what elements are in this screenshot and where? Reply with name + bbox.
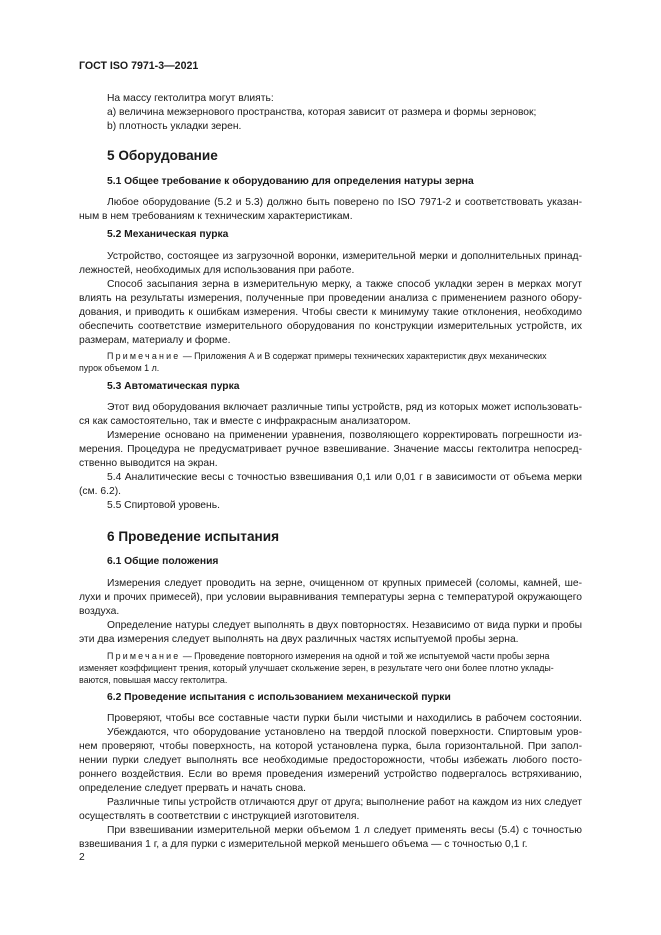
para-5-2-line: Устройство, состоящее из загрузочной воронки, измерительной мерки и дополнительных принад- — [107, 251, 582, 262]
note-text: — Проведение повторного измерения на одной и той же испытуемой части пробы зерна — [180, 651, 550, 661]
item-5-5: 5.5 Спиртовой уровень. — [107, 500, 220, 511]
para-5-3-line: Этот вид оборудования включает различные типы устройств, ряд из которых может использовать- — [107, 402, 582, 413]
document-header: ГОСТ ISO 7971-3—2021 — [79, 60, 199, 72]
subsection-5-1-heading: 5.1 Общее требование к оборудованию для определения натуры зерна — [107, 176, 474, 187]
para-6-2-line: взвешивания 1 г, а для пурки с измерительной меркой меньшего объема — с точностью 0,1 г. — [79, 839, 528, 850]
note-6-1-line: изменяет коэффициент трения, который улучшает скольжение зерен, в результате чего они более плотно уклады- — [79, 663, 554, 673]
item-5-4: 5.4 Аналитические весы с точностью взвешивания 0,1 или 0,01 г в зависимости от объема мерки — [107, 472, 582, 483]
para-5-2-line: обеспечить соответствие измерительного оборудования по конструкции измерительных устройств, их — [79, 321, 582, 332]
section-6-heading: 6 Проведение испытания — [107, 529, 279, 544]
subsection-5-3-heading: 5.3 Автоматическая пурка — [107, 381, 240, 392]
para-6-1-line: Определение натуры следует выполнять в двух повторностях. Независимо от вида пурки и пробы — [107, 620, 582, 631]
para-6-2-line: роннего воздействия. Если во время проведения измерений устройство подвергалось встряхиванию, — [79, 769, 582, 780]
para-5-3-line: ственно выводится на экран. — [79, 458, 218, 469]
section-5-heading: 5 Оборудование — [107, 148, 218, 163]
intro-lead: На массу гектолитра могут влиять: — [107, 93, 274, 104]
para-6-1-line: эти два измерения следует выполнять на двух различных частях испытуемой пробы зерна. — [79, 634, 519, 645]
note-5-2-line: пурок объемом 1 л. — [79, 363, 160, 373]
note-6-1 — [107, 650, 549, 662]
para-6-2-line: Проверяют, чтобы все составные части пурки были чистыми и находились в рабочем состоянии. — [107, 713, 582, 724]
subsection-5-2-heading: 5.2 Механическая пурка — [107, 229, 229, 240]
item-5-4-cont: (см. 6.2). — [79, 486, 121, 497]
para-6-2-line: При взвешивании измерительной мерки объемом 1 л следует применять весы (5.4) с точностью — [107, 825, 582, 836]
para-5-2-line: размерам, материалу и форме. — [79, 335, 231, 346]
para-5-2-line: Способ засыпания зерна в измерительную мерку, а также способ укладки зерен в мерках могут — [107, 279, 582, 290]
subsection-6-1-heading: 6.1 Общие положения — [107, 556, 219, 567]
para-6-1-line: Измерения следует проводить на зерне, очищенном от крупных примесей (соломы, камней, ше- — [107, 578, 582, 589]
para-5-3-line: ся как самостоятельно, так и вместе с инфракрасным анализатором. — [79, 416, 411, 427]
intro-item-a: a) величина межзернового пространства, которая зависит от размера и формы зерновок; — [107, 107, 537, 118]
para-5-1-line: Любое оборудование (5.2 и 5.3) должно быть поверено по ISO 7971-2 и соответствовать указан- — [107, 197, 582, 208]
note-label: Примечание — [107, 351, 181, 361]
para-6-1-line: воздуха. — [79, 606, 120, 617]
para-6-2-line: определение следует прервать и начать снова. — [79, 783, 307, 794]
note-text: — Приложения А и В содержат примеры технических характеристик двух механических — [180, 351, 547, 361]
subsection-6-2-heading: 6.2 Проведение испытания с использованием механической пурки — [107, 692, 451, 703]
para-6-1-line: лухи и прочих примесей), при условии выравнивания температуры зерна с температурой окружающего — [79, 592, 582, 603]
para-6-2-line: Различные типы устройств отличаются друг от друга; выполнение работ на каждом из них следует — [107, 797, 582, 808]
para-5-2-line: лежностей, необходимых для использования при работе. — [79, 265, 355, 276]
para-6-2-line: осуществлять в соответствии с инструкцией изготовителя. — [79, 811, 360, 822]
para-5-2-line: влиять на результаты измерения, полученные при проведении анализа с применением разного обору- — [79, 293, 582, 304]
para-6-2-line: нем проверяют, чтобы поверхность, на которой установлена пурка, была горизонтальной. При запол- — [79, 741, 582, 752]
para-5-3-line: Измерение основано на применении уравнения, позволяющего корректировать погрешности из- — [107, 430, 582, 441]
para-6-2-line: Убеждаются, что оборудование установлено на твердой плоской поверхности. Спиртовым уров- — [107, 727, 582, 738]
page-number: 2 — [79, 852, 85, 863]
note-5-2 — [107, 350, 547, 362]
para-6-2-line: нении пурки следует выполнять все необходимые предосторожности, чтобы избежать любого посто- — [79, 755, 582, 766]
para-5-3-line: мерения. Процедура не предусматривает ручное взвешивание. Значение массы гектолитра непосред- — [79, 444, 582, 455]
intro-item-b: b) плотность укладки зерен. — [107, 121, 242, 132]
note-6-1-line: ваются, повышая массу гектолитра. — [79, 675, 228, 685]
para-5-2-line: дования, и приводить к ошибкам измерения. Чтобы свести к минимуму такие отклонения, необходимо — [79, 307, 582, 318]
note-label: Примечание — [107, 651, 181, 661]
para-5-1-line: ным в нем требованиям к техническим характеристикам. — [79, 211, 353, 222]
